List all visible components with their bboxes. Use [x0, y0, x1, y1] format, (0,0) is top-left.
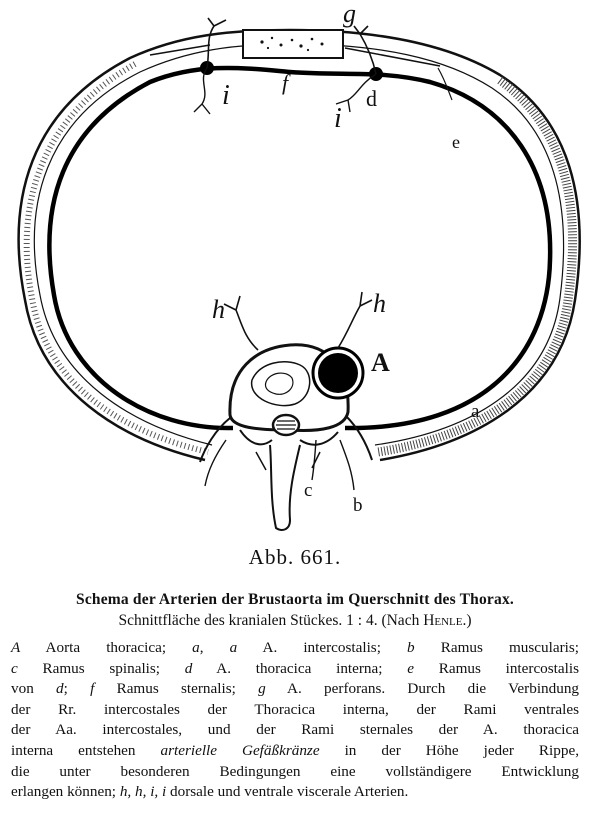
caption-text: interna entstehen	[11, 741, 161, 759]
perforans-left	[207, 18, 226, 68]
caption-text: Ramus sternalis;	[94, 680, 259, 698]
caption-emphasis: arterielle Gefäßkränze	[160, 741, 320, 759]
visceral-artery-h-left	[224, 296, 258, 350]
caption-line-7: die unter besonderen Bedingungen eine vollständigere Entwicklung	[11, 762, 579, 780]
caption-line-8	[11, 782, 579, 803]
caption-letter: a	[229, 639, 238, 656]
label-h-left: h	[212, 295, 225, 324]
caption-text: erlangen können;	[11, 783, 120, 801]
label-e: e	[452, 132, 460, 152]
figure-number: Abb. 661.	[248, 545, 342, 569]
caption-line-2	[11, 659, 579, 680]
caption-letter: b	[407, 639, 415, 656]
caption-line-4: der Rr. intercostales der Thoracica interna, der Rami ventrales	[11, 700, 579, 718]
caption-text: von	[11, 680, 57, 698]
caption-subtitle-author: Henle	[423, 612, 463, 629]
caption-letter: d	[56, 680, 64, 698]
caption-line-1	[11, 638, 579, 659]
caption-subtitle-suffix: .)	[462, 612, 472, 629]
ramus-left-branch	[205, 440, 226, 486]
caption-text: Aorta thoracica;	[20, 639, 193, 656]
caption-text: in der Höhe jeder Rippe,	[319, 741, 580, 759]
costal-cartilage-right	[345, 48, 440, 66]
caption-letter: h, h, i, i	[119, 783, 167, 801]
caption-text: dorsale und ventrale viscerale Arterien.	[166, 783, 409, 801]
label-h-right: h	[373, 289, 386, 318]
label-i-center: i	[334, 103, 342, 134]
label-c: c	[304, 480, 313, 501]
caption-text: Ramus intercostalis	[413, 659, 579, 677]
label-b: b	[353, 495, 363, 516]
caption-title: Schema der Arterien der Brustaorta im Querschnitt des Thorax.	[76, 591, 514, 608]
caption-text: Ramus spinalis;	[17, 659, 185, 677]
label-f: f	[282, 70, 289, 95]
label-i-left: i	[222, 80, 230, 111]
caption-letter: c	[11, 659, 18, 677]
caption-letter: A	[11, 639, 21, 656]
caption-letter: a	[192, 639, 200, 656]
sternum	[243, 30, 343, 58]
caption-line-3	[11, 679, 579, 700]
caption-text: A. perforans. Durch die Verbindung	[265, 680, 580, 698]
transverse-process-right	[346, 416, 372, 460]
spinous-process	[270, 445, 300, 530]
caption-letter: g	[258, 680, 266, 698]
caption-subtitle-prefix: Schnittfläche des kranialen Stückes. 1 : 4. (Nach	[118, 612, 424, 629]
label-a: a	[471, 401, 480, 422]
caption-body	[11, 638, 579, 803]
ramus-muscularis	[340, 440, 354, 490]
caption-text: Ramus muscularis;	[414, 639, 580, 656]
visceral-artery-h-right	[338, 292, 372, 348]
caption-letter: e	[407, 659, 414, 677]
label-g: g	[343, 0, 356, 28]
label-d: d	[366, 86, 377, 111]
caption-subtitle	[0, 612, 590, 630]
caption-text: A. thoracica interna;	[192, 659, 408, 677]
caption-text: ,	[199, 639, 230, 656]
caption-line-6	[11, 741, 579, 762]
aorta-lumen	[318, 353, 358, 393]
caption-letter: d	[184, 659, 193, 677]
caption-text: ;	[63, 680, 91, 698]
caption-text: A. intercostalis;	[237, 639, 408, 656]
caption-line-5: der Aa. intercostales, und der Rami sternales der A. thoracica	[11, 721, 579, 739]
label-A: A	[371, 348, 390, 377]
caption-letter: f	[90, 680, 95, 698]
